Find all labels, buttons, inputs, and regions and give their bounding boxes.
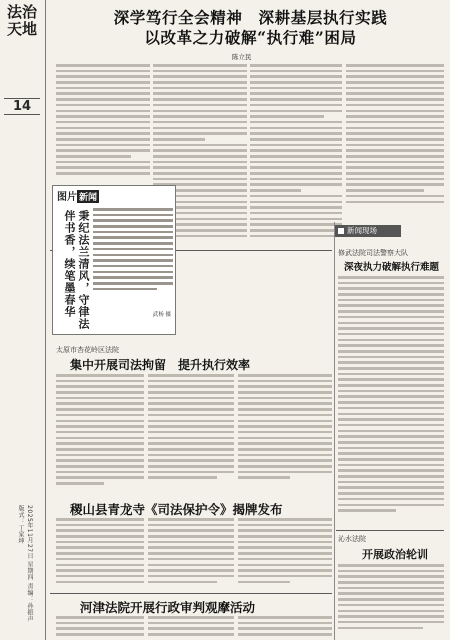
article1-body-col2 (148, 374, 234, 494)
article3-title: 河津法院开展行政审判观摩活动 (80, 600, 256, 615)
section-name: 法治天地 (6, 3, 37, 38)
page-number: 14 (4, 98, 40, 115)
lead-body-col4 (346, 64, 444, 214)
article6-body (338, 564, 444, 636)
lead-headline-line1: 深学笃行全会精神 深耕基层执行实践 (113, 8, 388, 27)
article2-body-col1 (56, 518, 144, 593)
column-divider (334, 222, 335, 640)
lead-byline: 陈立民 (232, 53, 252, 61)
article6-dept: 沁水法院 (338, 535, 366, 543)
article1-dept: 太原市杏花岭区法院 (56, 346, 119, 354)
image-title-prefix: 图片 (57, 192, 77, 203)
article1-body-col3 (238, 374, 332, 494)
article3-body-col2 (148, 616, 234, 638)
divider (336, 530, 444, 531)
image-title-boxed: 新闻 (77, 190, 99, 203)
article1-title: 集中开展司法拘留 提升执行效率 (70, 358, 251, 372)
calligraphy-artwork: 秉纪法兰清风，守律法伴书香，续笔墨春华 (63, 210, 90, 330)
article2-body-col2 (148, 518, 234, 593)
section-strip (0, 0, 46, 640)
lead-body-col1 (56, 64, 150, 184)
article3-body-col1 (56, 616, 144, 638)
image-credit: 武杨 摄 (152, 312, 171, 318)
lead-body-col3 (250, 64, 342, 248)
article2-body-col3 (238, 518, 332, 593)
news-scene-tab: 新闻现场 (335, 225, 401, 237)
image-news-box (52, 185, 176, 335)
article5-dept: 修武法院司法警察大队 (338, 249, 408, 257)
article5-title: 深夜执力破解执行难题 (344, 262, 440, 273)
lead-headline-line2: 以改革之力破解“执行难”困局 (144, 28, 357, 47)
issue-info: 2025年11月27日 星期四 责编：孙振声 版式：丁家坤 (17, 505, 33, 623)
divider (50, 593, 332, 594)
image-news-title (57, 188, 99, 203)
image-caption-text (93, 208, 173, 300)
article2-title: 稷山县青龙寺《司法保护令》揭牌发布 (70, 502, 283, 517)
article3-body-col3 (238, 616, 332, 638)
article6-title: 开展政治轮训 (362, 548, 428, 561)
article1-body-col1 (56, 374, 144, 494)
lead-headline (58, 8, 443, 48)
article5-body (338, 276, 444, 526)
